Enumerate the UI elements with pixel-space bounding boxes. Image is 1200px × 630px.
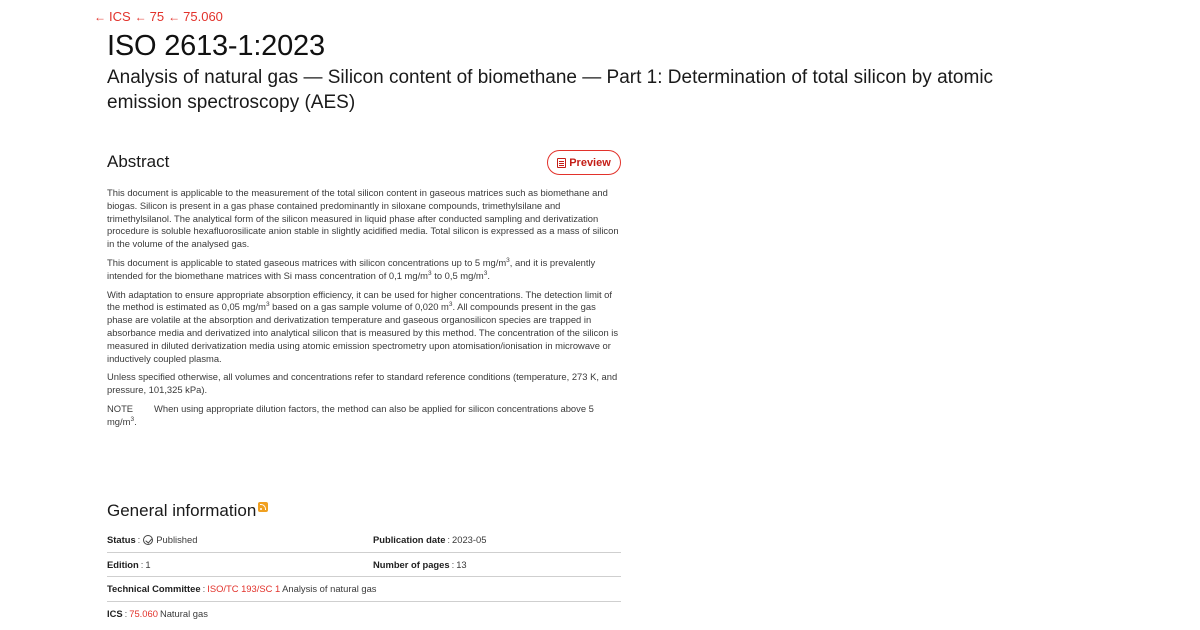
number-of-pages-field: Number of pages : 13 (373, 558, 467, 570)
info-row (107, 528, 621, 553)
status-value: Published (156, 534, 198, 546)
publication-date-value: 2023-05 (452, 534, 487, 546)
ics-link[interactable]: 75.060 (129, 608, 158, 620)
abstract-paragraph: Unless specified otherwise, all volumes and concentrations refer to standard reference conditions (temperature, 273 K, and pressure, 101,325 kPa). (107, 371, 618, 396)
note-label: NOTE (107, 402, 134, 414)
ics-field: ICS : 75.060 Natural gas (107, 608, 208, 620)
edition-value: 1 (145, 558, 151, 570)
breadcrumb (94, 9, 223, 24)
abstract-body (107, 187, 623, 435)
number-of-pages-value: 13 (456, 558, 467, 570)
technical-committee-link[interactable]: ISO/TC 193/SC 1 (207, 583, 281, 595)
document-icon (557, 158, 566, 168)
abstract-paragraph: This document is applicable to stated gaseous matrices with silicon concentrations up to 5 $mg/m^3$, and it is prevalently intended for the biomethane matrices with Si mass concentration of 0,1 $mg/m^3$ to 0,5 $mg/m^3$. (107, 256, 596, 281)
info-row (107, 553, 621, 578)
check-circle-icon (143, 535, 153, 545)
abstract-paragraph: This document is applicable to the measurement of the total silicon content in gaseous matrices such as biomethane and biogas. Silicon is present in a gas phase contained predominantly in siloxane compounds, trimethylsilane and trimethylsilanol. The analytical form of the silicon measured in liquid phase after conducted sampling and derivatization procedure is soluble hexafluorosilicate anion stable in slightly acidified media. Total silicon is expressed as a mass of silicon in the volume of the analysed gas. (107, 187, 619, 250)
rss-feed-icon[interactable] (258, 502, 268, 512)
abstract-note: NOTE When using appropriate dilution factors, the method can also be applied for silicon concentrations above 5 $mg/m^3$. (107, 402, 594, 427)
preview-button[interactable] (547, 150, 621, 175)
technical-committee-field: Technical Committee : ISO/TC 193/SC 1 Analysis of natural gas (107, 583, 377, 595)
breadcrumb-link-75060[interactable]: ← 75.060 (168, 9, 223, 24)
general-information-heading: General information (107, 501, 268, 521)
general-information-table (107, 528, 621, 626)
breadcrumb-link-ics[interactable]: ← ICS (94, 9, 131, 24)
edition-field: Edition : 1 (107, 558, 151, 570)
info-row (107, 602, 621, 627)
technical-committee-name: Analysis of natural gas (282, 583, 377, 595)
page-title: ISO 2613-1:2023 (107, 30, 325, 62)
breadcrumb-link-75[interactable]: ← 75 (134, 9, 165, 24)
page-subtitle: Analysis of natural gas — Silicon content of biomethane — Part 1: Determination of total silicon by atomic emission spectroscopy (AES) (107, 67, 994, 113)
arrow-left-icon: ← (168, 9, 181, 24)
arrow-left-icon: ← (134, 9, 147, 24)
publication-date-field: Publication date : 2023-05 (373, 534, 487, 546)
abstract-heading: Abstract (107, 152, 170, 171)
ics-name: Natural gas (159, 608, 208, 620)
abstract-paragraph: With adaptation to ensure appropriate absorption efficiency, it can be used for higher concentrations. The detection limit of the method is estimated as 0,05 $mg/m^3$ based on a gas sample volume of 0,020 $m^3$. All compounds present in the gas phase are volatile at the absorption and derivatization temperature and gaseous organosilicon species are trapped in absorbance media and derivatized into analytical silicon that is measured by this method. The concentration of the silicon is measured in diluted derivatization media using atomic emission spectrometry upon atomisation/ionisation in microwave or inductively coupled plasma. (107, 288, 619, 364)
preview-button-label: Preview (569, 156, 611, 169)
info-row (107, 577, 621, 602)
status-field: Status : Published (107, 534, 198, 546)
arrow-left-icon: ← (94, 9, 106, 24)
